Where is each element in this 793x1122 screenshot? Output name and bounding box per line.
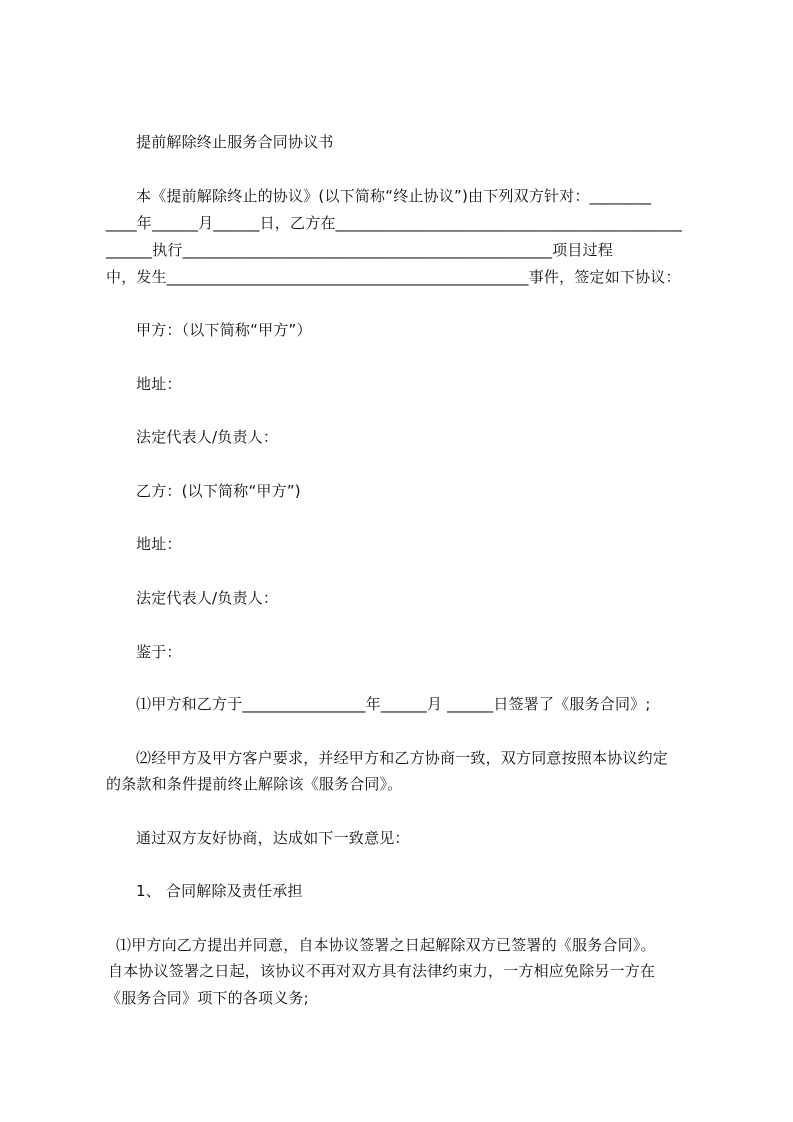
party-a-label: 甲方：（以下简称“甲方”） xyxy=(136,321,312,339)
intro-line-1: 本《提前解除终止的协议》(以下简称“终止协议”)由下列双方针对：________ xyxy=(136,187,652,205)
party-b-representative: 法定代表人/负责人： xyxy=(136,589,279,607)
whereas-item-1: ⑴甲方和乙方于________________年______月 ______日签署了《服务合同》; xyxy=(136,695,651,713)
whereas-item-2-line-2: 的条款和条件提前终止解除该《服务合同》。 xyxy=(106,775,403,793)
document-title: 提前解除终止服务合同协议书 xyxy=(136,133,334,151)
intro-line-4: 中，发生_______________________________________________事件，签定如下协议： xyxy=(106,268,681,286)
intro-line-3: ______执行________________________________________________项目过程 xyxy=(106,241,614,259)
section-1-clause-1-line-1: ⑴甲方向乙方提出并同意，自本协议签署之日起解除双方已签署的《服务合同》。 xyxy=(116,936,656,954)
section-1-clause-1-line-2: 自本协议签署之日起，该协议不再对双方具有法律约束力，一方相应免除另一方在 xyxy=(108,962,656,980)
whereas-heading: 鉴于： xyxy=(136,643,182,661)
party-a-representative: 法定代表人/负责人： xyxy=(136,428,279,446)
section-1-heading: 1、 合同解除及责任承担 xyxy=(136,882,303,900)
consensus-text: 通过双方友好协商，达成如下一致意见： xyxy=(136,829,410,847)
party-a-address: 地址： xyxy=(136,375,182,393)
intro-line-2: ____年______月______日，乙方在_____________________________________________ xyxy=(106,214,683,232)
whereas-item-2-line-1: ⑵经甲方及甲方客户要求，并经甲方和乙方协商一致，双方同意按照本协议约定 xyxy=(136,749,669,767)
party-b-address: 地址： xyxy=(136,535,182,553)
section-1-clause-1-line-3: 《服务合同》项下的各项义务; xyxy=(106,989,309,1007)
party-b-label: 乙方：(以下简称“甲方”) xyxy=(136,482,301,500)
